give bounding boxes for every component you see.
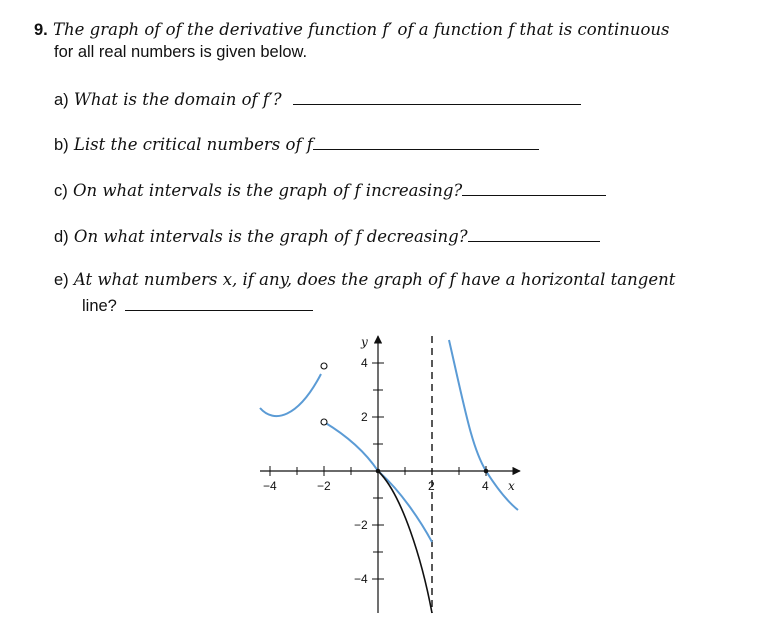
question-a-label: a) xyxy=(54,91,69,109)
question-c-label: c) xyxy=(54,182,68,200)
question-b-answer-blank[interactable] xyxy=(313,133,539,150)
y-tick-label-neg4: −4 xyxy=(354,572,368,586)
question-a-answer-blank[interactable] xyxy=(293,88,581,105)
problem-stem-line1 xyxy=(34,20,670,40)
x-tick-label-2: 2 xyxy=(428,479,435,493)
question-e-text-line2: line? xyxy=(82,297,117,315)
x-tick-label-4: 4 xyxy=(482,479,489,493)
curve-left-branch xyxy=(260,374,321,416)
question-e-line2 xyxy=(82,294,313,316)
y-axis-label: y xyxy=(361,335,368,349)
derivative-curve xyxy=(260,340,518,542)
question-c-answer-blank[interactable] xyxy=(462,179,606,196)
question-e-answer-blank[interactable] xyxy=(125,294,313,311)
question-c-text: On what intervals is the graph of f increasing? xyxy=(73,181,463,200)
open-circle-left xyxy=(321,363,327,369)
question-a-text: What is the domain of f′? xyxy=(73,90,282,109)
origin-point xyxy=(376,469,381,474)
question-e-text: At what numbers x, if any, does the graph of f have a horizontal tangent xyxy=(73,270,676,289)
problem-number: 9. xyxy=(34,21,48,39)
question-b xyxy=(54,133,539,155)
x-tick-label-neg2: −2 xyxy=(317,479,331,493)
question-d xyxy=(54,225,600,247)
question-d-answer-blank[interactable] xyxy=(468,225,600,242)
x-axis-label: x xyxy=(508,479,515,493)
y-tick-label-2: 2 xyxy=(361,410,368,424)
problem-stem-text: The graph of of the derivative function f′ of a function f that is continuous xyxy=(53,20,670,39)
y-tick-label-4: 4 xyxy=(361,356,368,370)
x4-point xyxy=(484,469,489,474)
question-e-label: e) xyxy=(54,271,69,289)
question-a xyxy=(54,88,581,110)
question-b-text: List the critical numbers of f xyxy=(73,135,313,154)
question-d-text: On what intervals is the graph of f decreasing? xyxy=(73,227,468,246)
problem-stem-line2: for all real numbers is given below. xyxy=(54,43,308,61)
open-circle-middle xyxy=(321,419,327,425)
y-tick-label-neg2: −2 xyxy=(354,518,368,532)
question-b-label: b) xyxy=(54,136,69,154)
derivative-graph xyxy=(252,330,532,615)
question-c xyxy=(54,179,606,201)
question-d-label: d) xyxy=(54,228,69,246)
question-e xyxy=(54,270,675,290)
function-curve xyxy=(378,471,432,613)
x-tick-label-neg4: −4 xyxy=(263,479,277,493)
